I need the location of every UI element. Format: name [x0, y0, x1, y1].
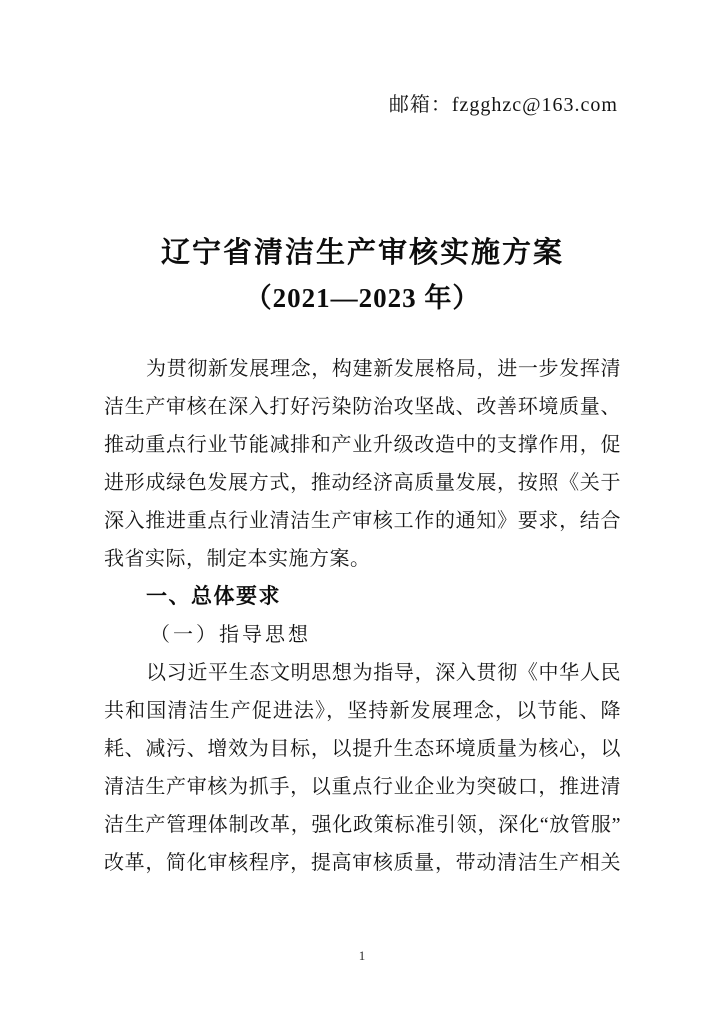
paragraph1-line: 我省实际，制定本实施方案。 [104, 548, 371, 570]
paragraph1-line: 为贯彻新发展理念，构建新发展格局，进一步发挥清 [146, 358, 621, 380]
document-title [104, 231, 621, 321]
document-title-line2: （2021—2023 年） [244, 283, 481, 313]
paragraph1-line: 进形成绿色发展方式，推动经济高质量发展，按照《关于 [104, 472, 621, 494]
paragraph1-line: 推动重点行业节能减排和产业升级改造中的支撑作用，促 [104, 434, 621, 456]
document-title-line1: 辽宁省清洁生产审核实施方案 [160, 237, 564, 269]
paragraph2-line: 以习近平生态文明思想为指导，深入贯彻《中华人民 [146, 662, 621, 684]
document-body [104, 350, 621, 882]
header-email: 邮箱：fzgghzc@163.com [388, 94, 618, 116]
paragraph1-line: 深入推进重点行业清洁生产审核工作的通知》要求，结合 [104, 510, 621, 532]
paragraph2-line: 改革，简化审核程序，提高审核质量，带动清洁生产相关 [104, 852, 621, 874]
paragraph2-line: 洁生产管理体制改革，强化政策标准引领，深化“放管服” [104, 814, 621, 836]
paragraph2-line: 清洁生产审核为抓手，以重点行业企业为突破口，推进清 [104, 776, 621, 798]
section-heading: 一、总体要求 [146, 585, 281, 608]
section-subheading: （一）指导思想 [150, 624, 311, 646]
paragraph1-line: 洁生产审核在深入打好污染防治攻坚战、改善环境质量、 [104, 396, 621, 418]
paragraph2-line: 耗、减污、增效为目标，以提升生态环境质量为核心，以 [104, 738, 621, 760]
page-number: 1 [358, 948, 366, 963]
paragraph2-line: 共和国清洁生产促进法》，坚持新发展理念，以节能、降 [104, 700, 621, 722]
